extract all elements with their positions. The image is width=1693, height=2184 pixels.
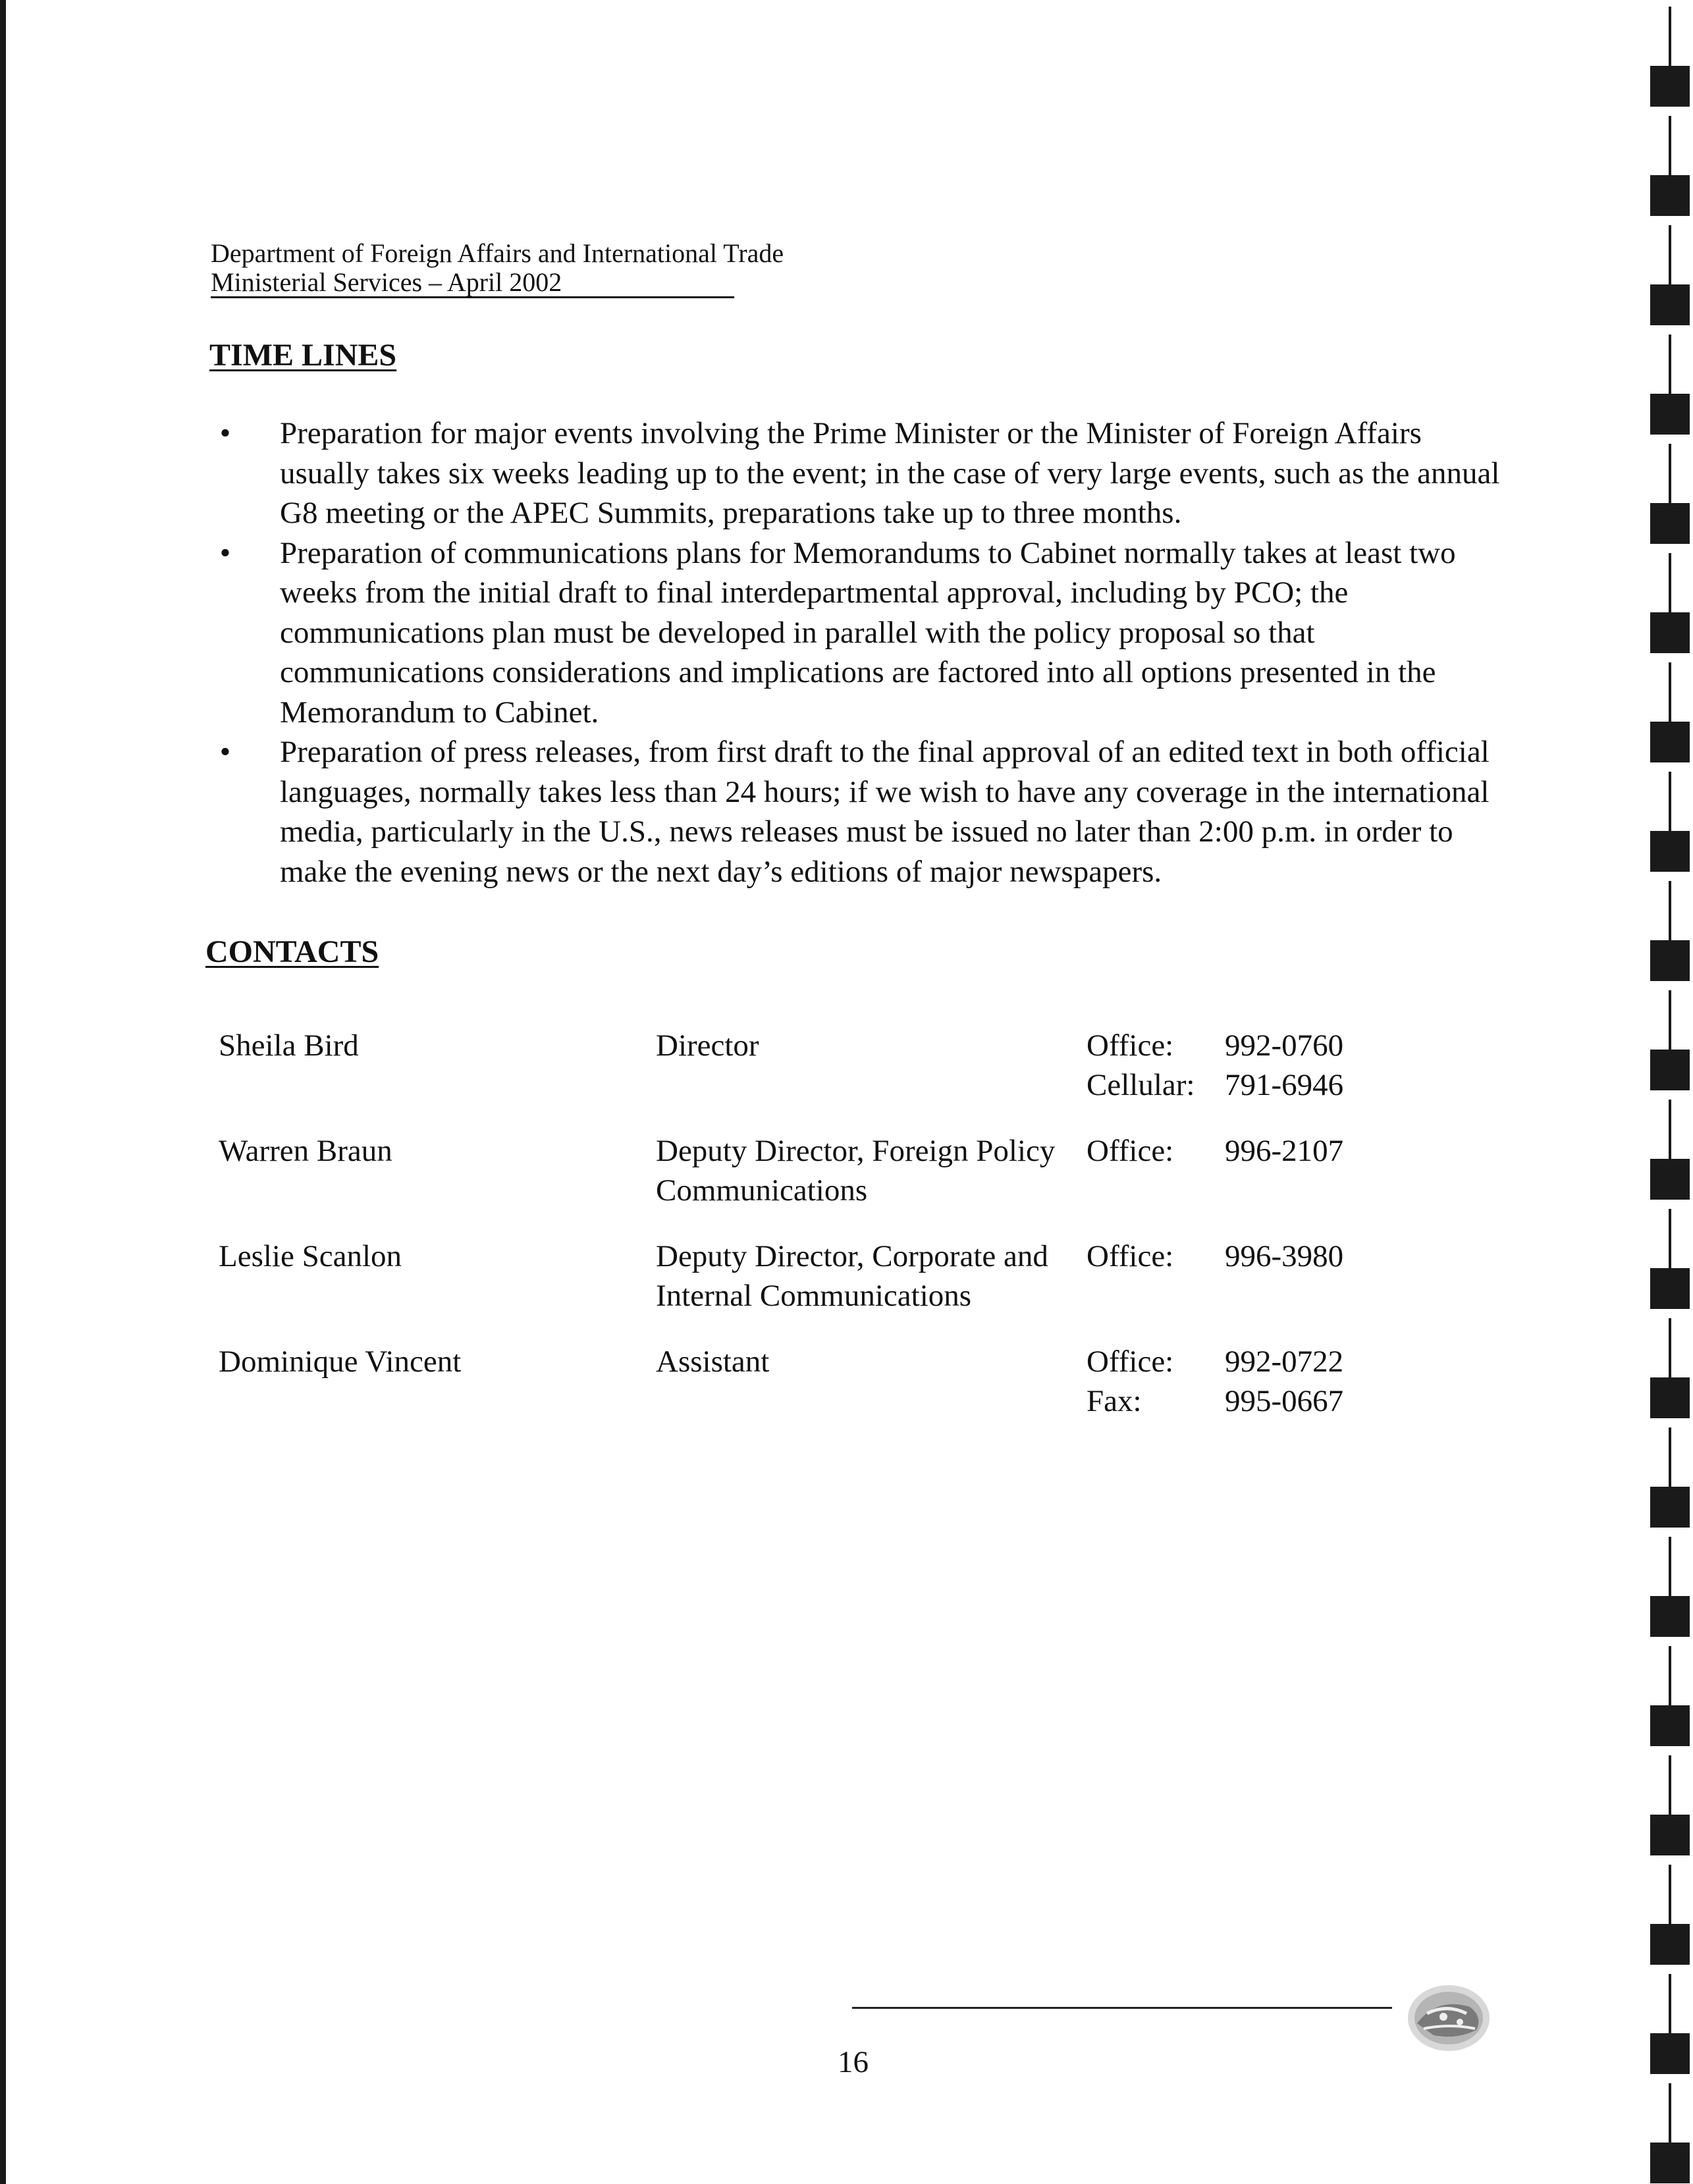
binding-wire — [1669, 553, 1671, 612]
binding-wire — [1669, 2083, 1671, 2143]
contact-title: Deputy Director, Foreign Policy Communications — [656, 1134, 1056, 1208]
phone-number: 992-0760 — [1225, 1028, 1344, 1063]
seal-icon — [1397, 1977, 1496, 2056]
contact-title: Deputy Director, Corporate and Internal Communications — [656, 1239, 1048, 1313]
binding-loop — [1650, 1596, 1690, 1637]
binding-loop — [1650, 175, 1690, 216]
binding-wire — [1669, 990, 1671, 1050]
bullet-text: Preparation of press releases, from first draft to the final approval of an edited text in both official languages, normally takes less than 24 hours; if we wish to have any coverage in the international media, particularly in the U.S., news releases must be issued no later than 2:00 p.m. in order to make the evening news or the next day’s editions of major newspapers. — [280, 735, 1490, 889]
phone-line — [1087, 1381, 1343, 1421]
binding-loop — [1650, 1487, 1690, 1528]
phone-label: Office: — [1087, 1028, 1174, 1063]
binding-wire — [1669, 116, 1671, 175]
binding-loop — [1650, 2143, 1690, 2183]
binding-loop — [1650, 394, 1690, 435]
scan-left-edge — [0, 0, 6, 2184]
contact-name: Sheila Bird — [219, 1028, 359, 1063]
binding-wire — [1669, 1646, 1671, 1705]
binding-wire — [1669, 1974, 1671, 2033]
contact-phones — [1087, 1026, 1343, 1105]
bullet-icon: • — [219, 535, 231, 570]
binding-loop — [1650, 1815, 1690, 1855]
binding-wire — [1669, 662, 1671, 722]
binding-loop — [1650, 1268, 1690, 1309]
binding-wire — [1669, 1100, 1671, 1159]
contact-phones — [1087, 1237, 1343, 1276]
page-number: 16 — [838, 2045, 869, 2079]
phone-number: 996-3980 — [1225, 1239, 1344, 1273]
contacts-table — [219, 1026, 1404, 1447]
phone-number: 992-0722 — [1225, 1345, 1344, 1379]
binding-wire — [1669, 444, 1671, 503]
binding-loop — [1650, 1377, 1690, 1418]
binding-wire — [1669, 881, 1671, 940]
binding-wire — [1669, 1865, 1671, 1924]
contact-name: Leslie Scanlon — [219, 1239, 402, 1273]
list-item — [211, 732, 1515, 892]
binding-wire — [1669, 1209, 1671, 1268]
list-item — [211, 413, 1515, 533]
binding-wire — [1669, 1318, 1671, 1377]
phone-label: Office: — [1087, 1134, 1174, 1168]
binding-wire — [1669, 1427, 1671, 1487]
phone-line — [1087, 1065, 1343, 1105]
contact-phones — [1087, 1342, 1343, 1421]
binding-loop — [1650, 722, 1690, 762]
phone-line — [1087, 1342, 1343, 1381]
binding-loop — [1650, 66, 1690, 107]
contact-title: Director — [656, 1028, 759, 1063]
binding-wire — [1669, 772, 1671, 831]
contact-row — [219, 1026, 1404, 1131]
binding-wire — [1669, 225, 1671, 284]
bullet-icon: • — [219, 735, 231, 769]
contact-phones — [1087, 1131, 1343, 1171]
document-header — [211, 238, 784, 298]
binding-loop — [1650, 831, 1690, 872]
binding-loop — [1650, 503, 1690, 544]
phone-line — [1087, 1237, 1343, 1276]
bullet-icon: • — [219, 416, 231, 450]
phone-label: Cellular: — [1087, 1068, 1195, 1102]
contact-row — [219, 1342, 1404, 1447]
phone-number: 791-6946 — [1225, 1068, 1344, 1102]
timelines-list — [211, 413, 1515, 892]
binding-loop — [1650, 1159, 1690, 1200]
binding-loop — [1650, 1705, 1690, 1746]
phone-number: 996-2107 — [1225, 1134, 1344, 1168]
binding-loop — [1650, 940, 1690, 981]
phone-line — [1087, 1026, 1343, 1065]
phone-label: Fax: — [1087, 1384, 1142, 1418]
binding-wire — [1669, 1537, 1671, 1596]
binding-loop — [1650, 284, 1690, 325]
contact-row — [219, 1131, 1404, 1237]
header-department: Department of Foreign Affairs and International Trade — [211, 238, 784, 268]
contacts-heading: CONTACTS — [205, 934, 379, 969]
footer-rule — [852, 2007, 1392, 2009]
spiral-binding — [1630, 0, 1693, 2184]
contact-title: Assistant — [656, 1345, 770, 1379]
contact-row — [219, 1237, 1404, 1342]
bullet-text: Preparation for major events involving the Prime Minister or the Minister of Foreign Affairs usually takes six weeks leading up to the event; in the case of very large events, such as the annual G8 meeting or the APEC Summits, preparations take up to three months. — [280, 416, 1500, 530]
binding-loop — [1650, 1924, 1690, 1965]
binding-loop — [1650, 612, 1690, 653]
phone-label: Office: — [1087, 1345, 1174, 1379]
binding-loop — [1650, 2033, 1690, 2074]
contact-name: Warren Braun — [219, 1134, 392, 1168]
binding-loop — [1650, 1050, 1690, 1090]
binding-wire — [1669, 334, 1671, 394]
bullet-text: Preparation of communications plans for Memorandums to Cabinet normally takes at least two weeks from the initial draft to final interdepartmental approval, including by PCO; the communications plan must be developed in parallel with the policy proposal so that communications considerations and implications are factored into all options presented in the Memorandum to Cabinet. — [280, 535, 1456, 730]
timelines-heading: TIME LINES — [209, 338, 397, 373]
header-service-date: Ministerial Services – April 2002 — [211, 269, 734, 298]
binding-wire — [1669, 7, 1671, 66]
phone-label: Office: — [1087, 1239, 1174, 1273]
phone-line — [1087, 1131, 1343, 1171]
phone-number: 995-0667 — [1225, 1384, 1344, 1418]
contact-name: Dominique Vincent — [219, 1345, 462, 1379]
list-item — [211, 533, 1515, 733]
binding-wire — [1669, 1755, 1671, 1815]
